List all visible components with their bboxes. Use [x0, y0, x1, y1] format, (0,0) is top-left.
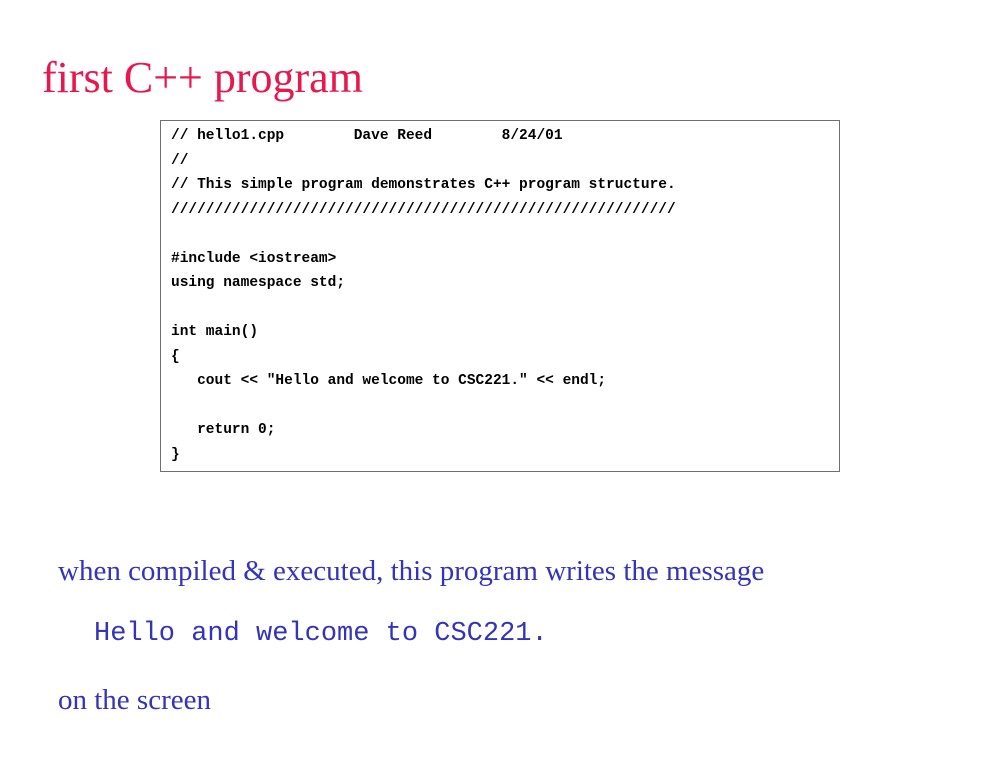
code-line: //////////////////////////////////////////////////////////: [171, 201, 676, 218]
code-line: }: [171, 446, 180, 463]
code-line: return 0;: [171, 422, 276, 438]
code-listing-box: [160, 120, 840, 472]
footer-text: on the screen: [58, 684, 211, 716]
code-line: {: [171, 348, 180, 365]
code-line: [171, 296, 676, 321]
code-line: [171, 394, 676, 419]
code-line: using namespace std;: [171, 275, 346, 291]
code-line: int main(): [171, 324, 259, 340]
code-line: //: [171, 152, 189, 169]
code-line: #include <iostream>: [171, 250, 337, 267]
description-text: when compiled & executed, this program writes the message: [58, 555, 765, 587]
slide-title: first C++ program: [42, 53, 363, 102]
program-output: Hello and welcome to CSC221.: [94, 619, 548, 649]
code-line: [171, 222, 676, 247]
code-line: // hello1.cpp Dave Reed 8/24/01: [171, 128, 563, 144]
code-line: cout << "Hello and welcome to CSC221." << endl;: [171, 373, 607, 389]
code-line: // This simple program demonstrates C++ program structure.: [171, 177, 676, 193]
code-listing: [171, 124, 676, 467]
